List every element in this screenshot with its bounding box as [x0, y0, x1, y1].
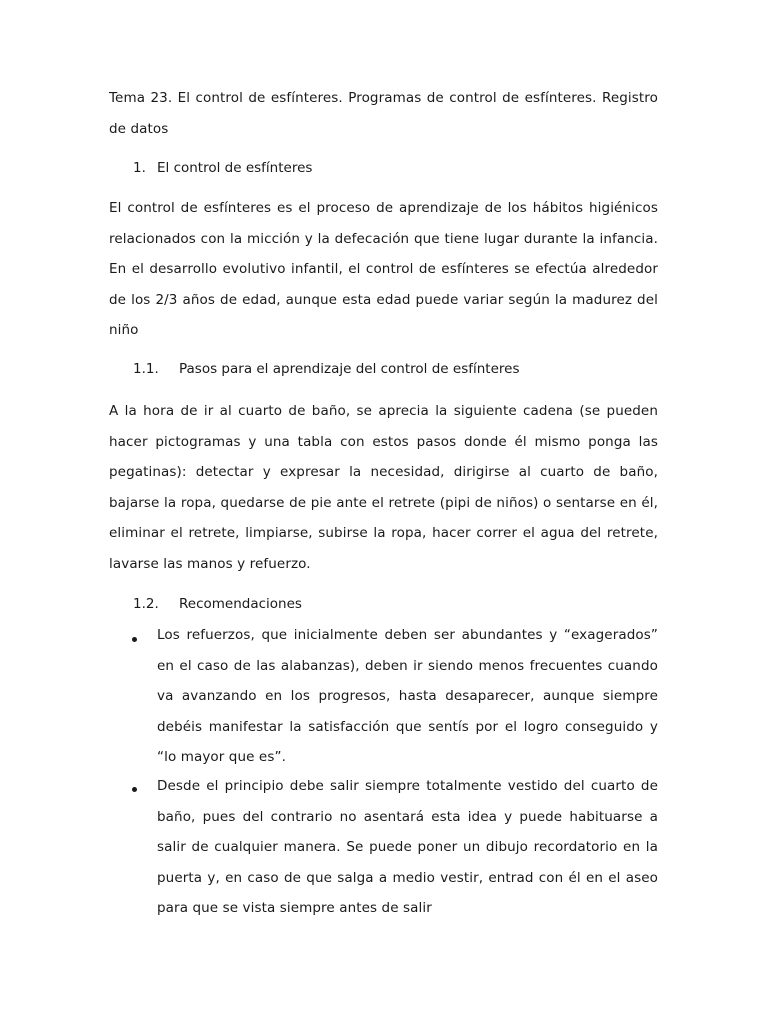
bullet-dot-icon: [132, 637, 137, 642]
section-1-2-heading: Recomendaciones: [179, 596, 302, 612]
bullet-item: Desde el principio debe salir siempre totalmente vestido del cuarto de baño, pues del contrario no asentará esta idea y puede habituarse a salir de cualquier manera. Se puede poner un dibujo recordatorio en la puerta y, en caso de que salga a medio vestir, entrad con él en el aseo para que se vista siempre antes de salir: [157, 778, 658, 916]
bullet-item: Los refuerzos, que inicialmente deben ser abundantes y “exagerados” en el caso de las alabanzas), deben ir siendo menos frecuentes cuando va avanzando en los progresos, hasta desaparecer, aunque siempre debéis manifestar la satisfacción que sentís por el logro conseguido y “lo mayor que es”.: [157, 627, 658, 765]
section-1-2-number: 1.2.: [133, 596, 159, 612]
section-1-heading: El control de esfínteres: [157, 160, 313, 176]
section-1-1-number: 1.1.: [133, 361, 159, 377]
section-1-1-heading: Pasos para el aprendizaje del control de esfínteres: [179, 361, 520, 377]
section-1-number: 1.: [133, 160, 146, 176]
bullet-dot-icon: [132, 787, 137, 792]
document-title: Tema 23. El control de esfínteres. Programas de control de esfínteres. Registro de datos: [109, 90, 658, 137]
section-1-paragraph: El control de esfínteres es el proceso de aprendizaje de los hábitos higiénicos relacionados con la micción y la defecación que tiene lugar durante la infancia. En el desarrollo evolutivo infantil, el control de esfínteres se efectúa alrededor de los 2/3 años de edad, aunque esta edad puede variar según la madurez del niño: [109, 200, 658, 338]
section-1-1-paragraph: A la hora de ir al cuarto de baño, se aprecia la siguiente cadena (se pueden hacer pictogramas y una tabla con estos pasos donde él mismo ponga las pegatinas): detectar y expresar la necesidad, dirigirse al cuarto de baño, bajarse la ropa, quedarse de pie ante el retrete (pipi de niños) o sentarse en él, eliminar el retrete, limpiarse, subirse la ropa, hacer correr el agua del retrete, lavarse las manos y refuerzo.: [109, 403, 658, 572]
